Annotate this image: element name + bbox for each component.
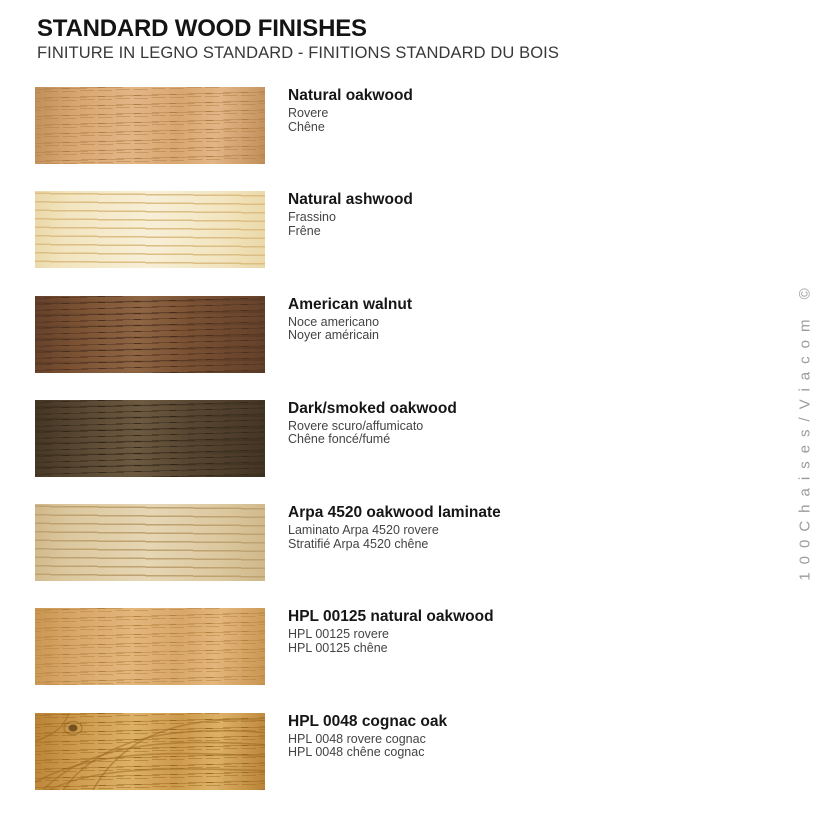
finish-name-french: HPL 0048 chêne cognac [288, 745, 425, 760]
swatch-arpa-4520-oakwood-laminate [35, 504, 265, 581]
page-subtitle: FINITURE IN LEGNO STANDARD - FINITIONS STANDARD DU BOIS [37, 44, 559, 62]
finish-name-italian: Frassino [288, 210, 336, 225]
finish-name: Dark/smoked oakwood [288, 399, 457, 417]
finish-name: Arpa 4520 oakwood laminate [288, 504, 501, 522]
finish-name-french: HPL 00125 chêne [288, 640, 388, 655]
finish-name-french: Chêne foncé/fumé [288, 432, 391, 447]
page-title: STANDARD WOOD FINISHES [37, 15, 367, 42]
swatch-natural-ashwood [35, 191, 265, 268]
finish-row-arpa-4520-oakwood-laminate [35, 504, 755, 581]
finish-name-french: Noyer américain [288, 328, 380, 343]
swatch-hpl-0048-cognac-oak [35, 713, 265, 790]
finish-row-american-walnut [35, 296, 755, 373]
finish-labels [288, 400, 457, 447]
finish-name-italian: Noce americano [288, 314, 380, 329]
finish-name-french: Frêne [288, 223, 321, 238]
finish-name: American walnut [288, 295, 413, 313]
finish-name-italian: Rovere [288, 106, 329, 120]
finish-row-natural-oakwood [35, 87, 755, 164]
finish-name: HPL 0048 cognac oak [288, 712, 448, 730]
swatch-american-walnut [35, 296, 265, 373]
finish-row-hpl-0048-cognac-oak [35, 713, 755, 790]
swatch-hpl-00125-natural-oakwood [35, 608, 265, 685]
finish-row-natural-ashwood [35, 191, 755, 268]
finish-name-italian: Laminato Arpa 4520 rovere [288, 523, 439, 538]
finish-labels [288, 504, 501, 551]
finish-labels [288, 87, 413, 134]
finish-name: HPL 00125 natural oakwood [288, 608, 494, 626]
finish-labels [288, 296, 412, 343]
finish-row-dark-smoked-oakwood [35, 400, 755, 477]
wood-grain-overlay [35, 713, 265, 790]
copyright-watermark [790, 265, 820, 595]
finish-labels [288, 713, 447, 760]
page-header [37, 15, 559, 63]
finish-name-italian: HPL 00125 rovere [288, 627, 389, 642]
copyright-watermark-text: 100Chaises/Viacom © [796, 279, 814, 581]
finish-name: Natural ashwood [288, 191, 413, 209]
finish-name-italian: HPL 0048 rovere cognac [288, 731, 426, 746]
swatch-natural-oakwood [35, 87, 265, 164]
finish-name-french: Stratifié Arpa 4520 chêne [288, 536, 429, 551]
swatch-dark-smoked-oakwood [35, 400, 265, 477]
finish-name: Natural oakwood [288, 87, 413, 104]
finish-labels [288, 608, 494, 655]
finish-labels [288, 191, 413, 238]
finish-name-italian: Rovere scuro/affumicato [288, 418, 424, 433]
finish-name-french: Chêne [288, 119, 325, 134]
finish-row-hpl-00125-natural-oakwood [35, 608, 755, 685]
finishes-list [35, 87, 755, 817]
